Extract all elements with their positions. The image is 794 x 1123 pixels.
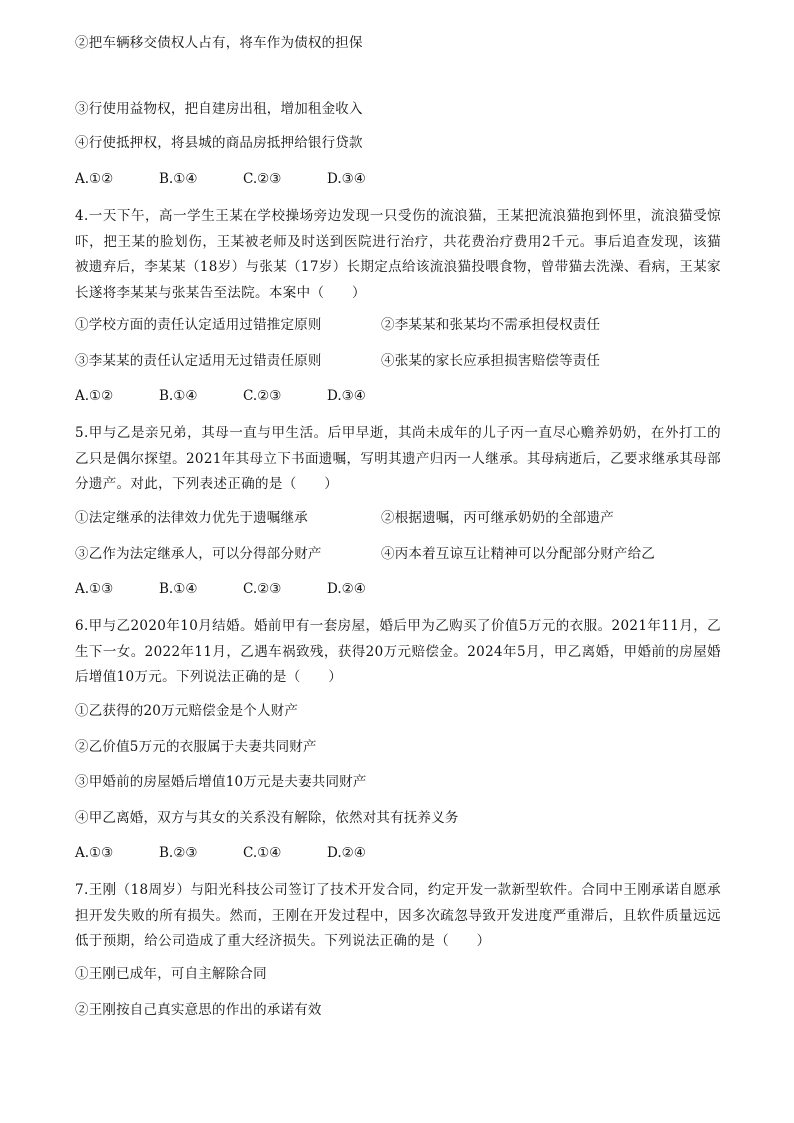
q3-option-3: ③行使用益物权，把自建房出租，增加租金收入: [75, 101, 363, 117]
q5-stem: 5.甲与乙是亲兄弟，其母一直与甲生活。后甲早逝，其尚未成年的儿子丙一直尽心赡养奶奶，在外打工的乙只是偶尔探望。2021年其母立下书面遗嘱，写明其遗产归丙一人继承。其母病逝后，乙要求继承其母部分遗产。对此，下列表述正确的是（ ）: [75, 425, 721, 492]
q3-option-2: ②把车辆移交债权人占有，将车作为债权的担保: [75, 35, 363, 51]
q4-option-4: ④张某的家长应承担损害赔偿等责任: [381, 353, 601, 369]
q4-choice-c[interactable]: C.②③: [243, 388, 282, 404]
q5-choice-d[interactable]: D.②④: [327, 581, 366, 597]
q6-choices: [75, 842, 411, 864]
q7-stem: 7.王刚（18周岁）与阳光科技公司签订了技术开发合同，约定开发一款新型软件。合同中王刚承诺自愿承担开发失败的所有损失。然而，王刚在开发过程中，因多次疏忽导致开发进度严重滞后，且软件质量远远低于预期，给公司造成了重大经济损失。下列说法正确的是（ ）: [75, 882, 721, 949]
q5-option-4: ④丙本着互谅互让精神可以分配部分财产给乙: [381, 546, 655, 562]
q5-choice-b[interactable]: B.①④: [159, 581, 198, 597]
q5-choices: [75, 578, 411, 600]
q3-option-4: ④行使抵押权，将县城的商品房抵押给银行贷款: [75, 135, 363, 151]
q6-choice-a[interactable]: A.①③: [75, 845, 114, 861]
q6-choice-b[interactable]: B.②③: [159, 845, 198, 861]
q3-choice-a[interactable]: A.①②: [75, 171, 114, 187]
q5-choice-c[interactable]: C.②③: [243, 581, 282, 597]
q4-option-3: ③李某某的责任认定适用无过错责任原则: [75, 353, 322, 369]
q6-option-2: ②乙价值5万元的衣服属于夫妻共同财产: [75, 739, 317, 755]
q3-choice-d[interactable]: D.③④: [327, 171, 366, 187]
q6-option-3: ③甲婚前的房屋婚后增值10万元是夫妻共同财产: [75, 774, 367, 790]
q4-stem: 4.一天下午，高一学生王某在学校操场旁边发现一只受伤的流浪猫，王某把流浪猫抱到怀里，流浪猫受惊吓，把王某的脸划伤，王某被老师及时送到医院进行治疗，共花费治疗费用2千元。事后追查发现，该猫被遗弃后，李某某（18岁）与张某（17岁）长期定点给该流浪猫投喂食物，曾带猫去洗澡、看病，王某家长遂将李某某与张某告至法院。本案中（ ）: [75, 208, 721, 301]
q6-stem: 6.甲与乙2020年10月结婚。婚前甲有一套房屋，婚后甲为乙购买了价值5万元的衣服。2021年11月，乙生下一女。2022年11月，乙遇车祸致残，获得20万元赔偿金。2024年5月，甲乙离婚，甲婚前的房屋婚后增值10万元。下列说法正确的是（ ）: [75, 618, 721, 685]
q4-choice-d[interactable]: D.③④: [327, 388, 366, 404]
q5-option-2: ②根据遗嘱，丙可继承奶奶的全部遗产: [381, 510, 614, 526]
q4-choices: [75, 385, 411, 407]
q6-choice-d[interactable]: D.②④: [327, 845, 366, 861]
q4-option-1: ①学校方面的责任认定适用过错推定原则: [75, 317, 322, 333]
q4-option-2: ②李某某和张某均不需承担侵权责任: [381, 317, 601, 333]
q6-option-4: ④甲乙离婚，双方与其女的关系没有解除，依然对其有抚养义务: [75, 810, 459, 826]
q5-option-3: ③乙作为法定继承人，可以分得部分财产: [75, 546, 322, 562]
q6-option-1: ①乙获得的20万元赔偿金是个人财产: [75, 703, 299, 719]
q7-option-2: ②王刚按自己真实意思的作出的承诺有效: [75, 1002, 322, 1018]
q4-choice-a[interactable]: A.①②: [75, 388, 114, 404]
q4-choice-b[interactable]: B.①④: [159, 388, 198, 404]
q5-choice-a[interactable]: A.①③: [75, 581, 114, 597]
q3-choice-b[interactable]: B.①④: [159, 171, 198, 187]
q3-choice-c[interactable]: C.②③: [243, 171, 282, 187]
q3-choices: [75, 168, 411, 190]
q6-choice-c[interactable]: C.①④: [243, 845, 282, 861]
q7-option-1: ①王刚已成年，可自主解除合同: [75, 966, 267, 982]
q5-option-1: ①法定继承的法律效力优先于遗嘱继承: [75, 510, 308, 526]
